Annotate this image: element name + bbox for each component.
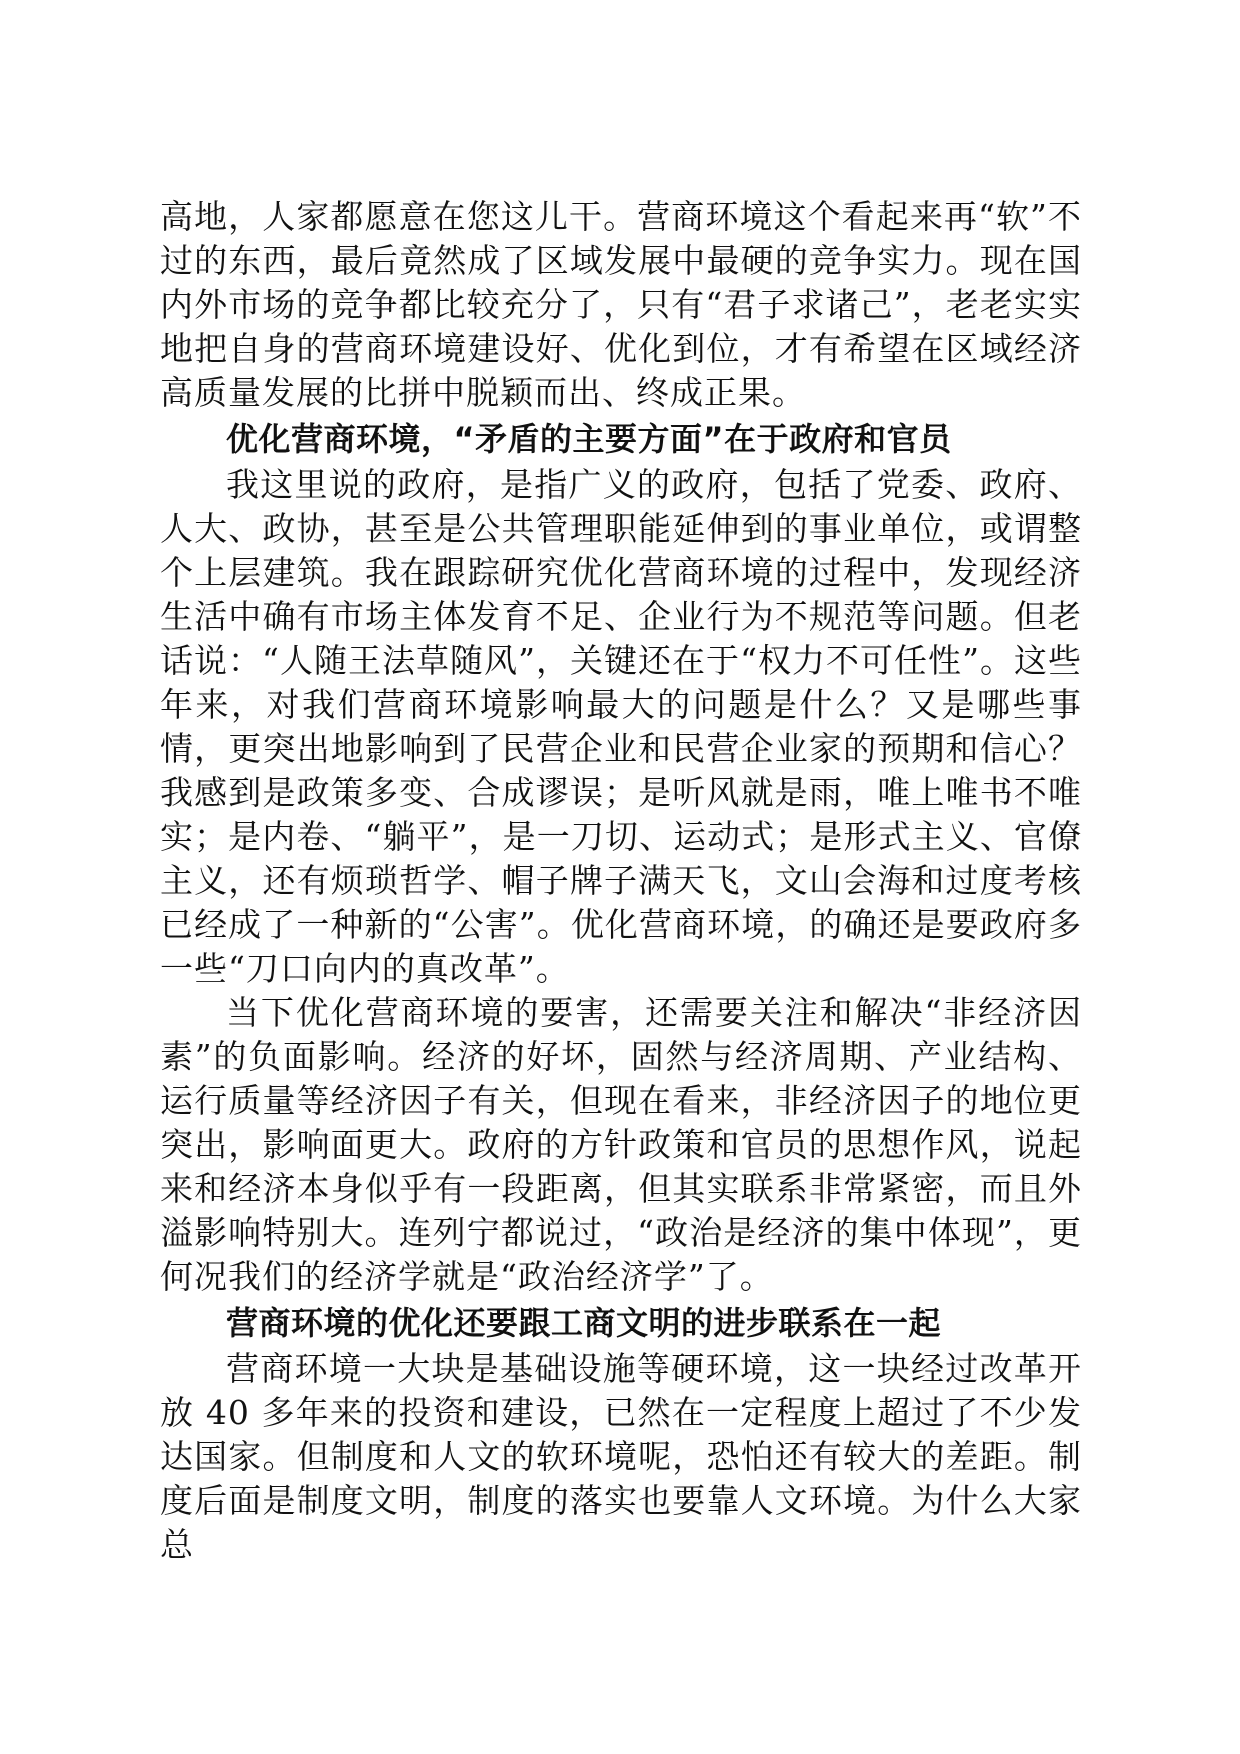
body-paragraph: 营商环境一大块是基础设施等硬环境，这一块经过改革开放 40 多年来的投资和建设，已然在一定程度上超过了不少发达国家。但制度和人文的软环境呢，恐怕还有较大的差距。制度后面是制度文明，制度的落实也要靠人文环境。为什么大家总 xyxy=(160,1349,1082,1564)
section-heading: 营商环境的优化还要跟工商文明的进步联系在一起 xyxy=(226,1304,942,1342)
document-page xyxy=(160,195,1082,1567)
body-paragraph: 高地，人家都愿意在您这儿干。营商环境这个看起来再“软”不过的东西，最后竟然成了区域发展中最硬的竞争实力。现在国内外市场的竞争都比较充分了，只有“君子求诸己”，老老实实地把自身的营商环境建设好、优化到位，才有希望在区域经济高质量发展的比拼中脱颖而出、终成正果。 xyxy=(160,197,1082,412)
body-paragraph: 我这里说的政府，是指广义的政府，包括了党委、政府、人大、政协，甚至是公共管理职能延伸到的事业单位，或谓整个上层建筑。我在跟踪研究优化营商环境的过程中，发现经济生活中确有市场主体发育不足、企业行为不规范等问题。但老话说：“人随王法草随风”，关键还在于“权力不可任性”。这些年来，对我们营商环境影响最大的问题是什么？又是哪些事情，更突出地影响到了民营企业和民营企业家的预期和信心？我感到是政策多变、合成谬误；是听风就是雨，唯上唯书不唯实；是内卷、“躺平”，是一刀切、运动式；是形式主义、官僚主义，还有烦琐哲学、帽子牌子满天飞，文山会海和过度考核已经成了一种新的“公害”。优化营商环境，的确还是要政府多一些“刀口向内的真改革”。 xyxy=(160,465,1082,988)
section-heading: 优化营商环境，“矛盾的主要方面”在于政府和官员 xyxy=(226,420,952,458)
body-paragraph: 当下优化营商环境的要害，还需要关注和解决“非经济因素”的负面影响。经济的好坏，固然与经济周期、产业结构、运行质量等经济因子有关，但现在看来，非经济因子的地位更突出，影响面更大。政府的方针政策和官员的思想作风，说起来和经济本身似乎有一段距离，但其实联系非常紧密，而且外溢影响特别大。连列宁都说过，“政治是经济的集中体现”，更何况我们的经济学就是“政治经济学”了。 xyxy=(160,993,1082,1296)
